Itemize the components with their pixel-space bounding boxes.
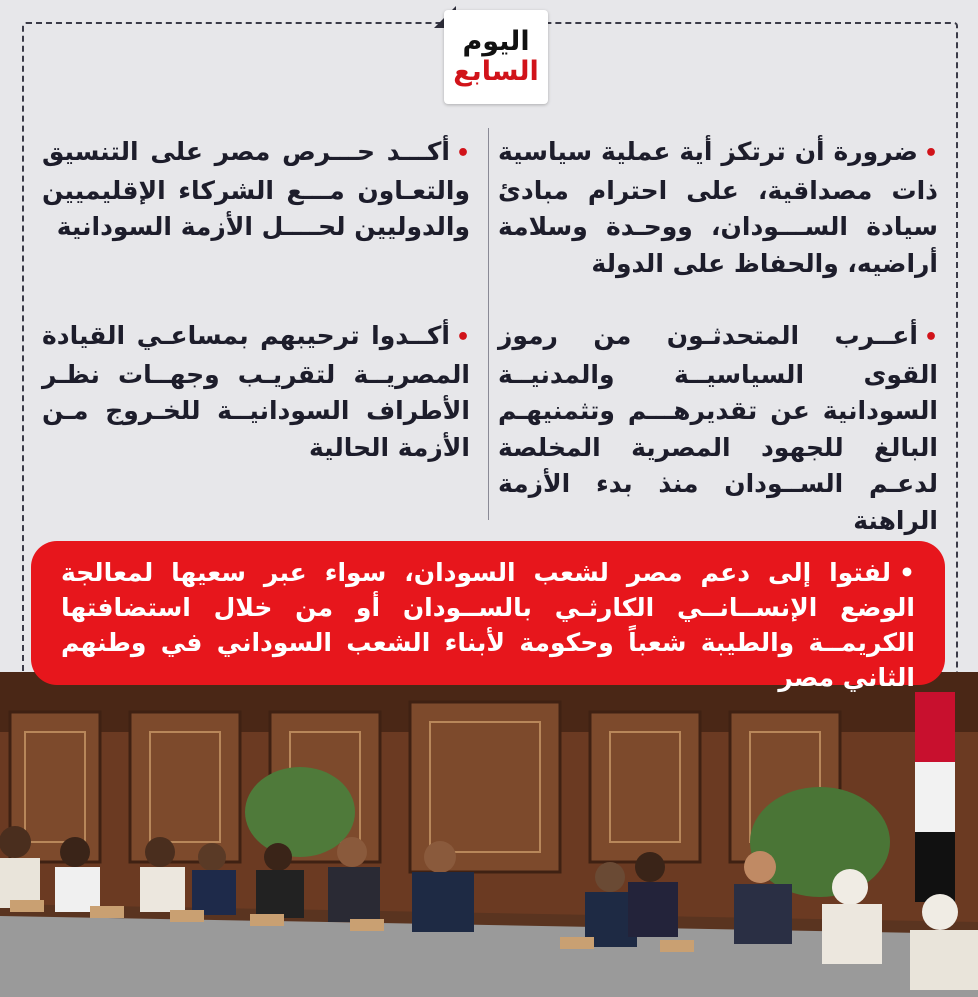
column-divider	[488, 128, 489, 520]
bullet-text: أكـــد حـــرص مصر على التنسيق والتعـاون مـــع الشركاء الإقليميين والدوليين لحــــل الأزمة السودانية	[42, 137, 470, 241]
logo-line-2: السابع	[453, 56, 539, 87]
bullet-right-1	[498, 134, 938, 282]
site-logo[interactable]	[444, 10, 548, 104]
bullet-left-2	[42, 318, 470, 466]
meeting-photo	[0, 672, 978, 997]
banner-text: لفتوا إلى دعم مصر لشعب السودان، سواء عبر سعيها لمعالجة الوضع الإنســانــي الكارثـي بالســودان أو من خلال استضافتها الكريمــة والطيبة شعباً وحكومة لأبناء الشعب السوداني في وطنهم الثاني مصر	[61, 558, 915, 692]
bullet-text: أكــدوا ترحيبهم بمساعـي القيادة المصريــة لتقريـب وجهــات نظـر الأطراف السودانيــة للخـروج مـن الأزمة الحالية	[42, 321, 470, 462]
bullet-icon: •	[455, 141, 470, 166]
bullet-icon: •	[455, 325, 470, 350]
bullet-text: أعــرب المتحدثـون من رموز القوى السياسيــة والمدنيــة السودانية عن تقديرهـــم وتثمنيهـم البالغ للجهود المصرية المخلصة لدعـم الســودان منذ بدء الأزمة الراهنة	[498, 321, 938, 535]
highlight-banner	[31, 541, 945, 692]
bullet-icon: •	[923, 141, 938, 166]
bullet-icon: •	[899, 558, 915, 587]
bullet-left-1	[42, 134, 470, 246]
bullet-icon: •	[923, 325, 938, 350]
logo-line-1: اليوم	[462, 26, 530, 57]
bullet-text: ضرورة أن ترتكز أية عملية سياسية ذات مصداقية، على احترام مبادئ سيادة الســـودان، ووحـدة وسلامة أراضيه، والحفاظ على الدولة	[498, 137, 938, 278]
bullet-right-2	[498, 318, 938, 539]
